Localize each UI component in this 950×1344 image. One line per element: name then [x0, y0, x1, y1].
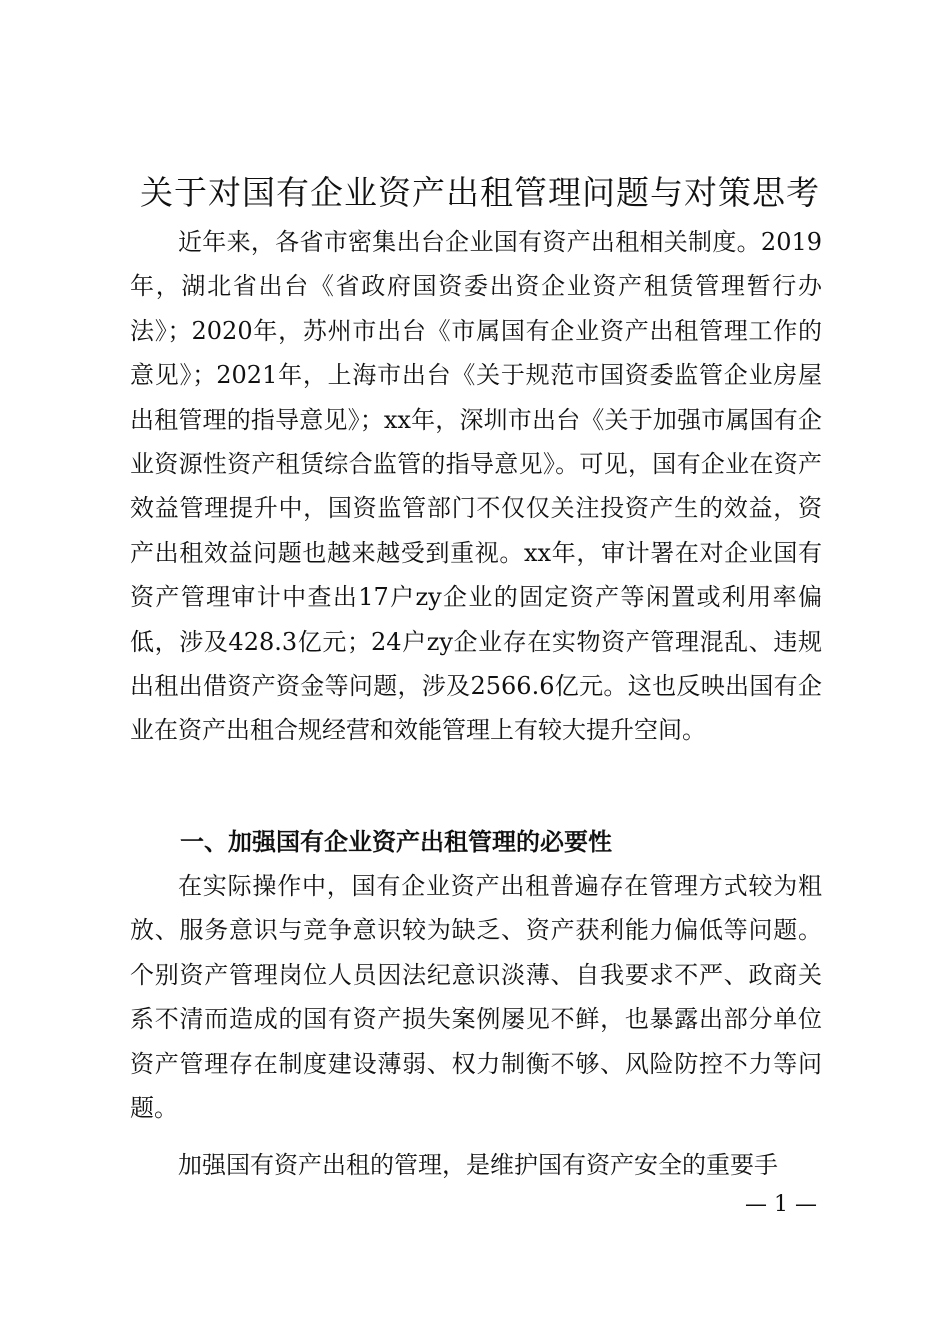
paragraph-practice: 在实际操作中，国有企业资产出租普遍存在管理方式较为粗放、服务意识与竞争意识较为缺乏、资产获利能力偏低等问题。个别资产管理岗位人员因法纪意识淡薄、自我要求不严、政商关系不清而造成的国有资产损失案例屡见不鲜，也暴露出部分单位资产管理存在制度建设薄弱、权力制衡不够、风险防控不力等问题。 — [130, 872, 822, 1123]
section-heading: 一、加强国有企业资产出租管理的必要性 — [180, 828, 612, 856]
paragraph-strengthen: 加强国有资产出租的管理，是维护国有资产安全的重要手 — [178, 1151, 778, 1179]
document-title: 关于对国有企业资产出租管理问题与对策思考 — [140, 173, 820, 212]
paragraph-intro: 近年来，各省市密集出台企业国有资产出租相关制度。2019年，湖北省出台《省政府国资委出资企业资产租赁管理暂行办法》；2020年，苏州市出台《市属国有企业资产出租管理工作的意见》；2021年，上海市出台《关于规范市国资委监管企业房屋出租管理的指导意见》；xx年，深圳市出台《关于加强市属国有企业资源性资产租赁综合监管的指导意见》。可见，国有企业在资产效益管理提升中，国资监管部门不仅仅关注投资产生的效益，资产出租效益问题也越来越受到重视。xx年，审计署在对企业国有资产管理审计中查出17户zy企业的固定资产等闲置或利用率偏低，涉及428.3亿元；24户zy企业存在实物资产管理混乱、违规出租出借资产资金等问题，涉及2566.6亿元。这也反映出国有企业在资产出租合规经营和效能管理上有较大提升空间。 — [130, 228, 822, 745]
page-number: — 1 — — [745, 1192, 817, 1217]
